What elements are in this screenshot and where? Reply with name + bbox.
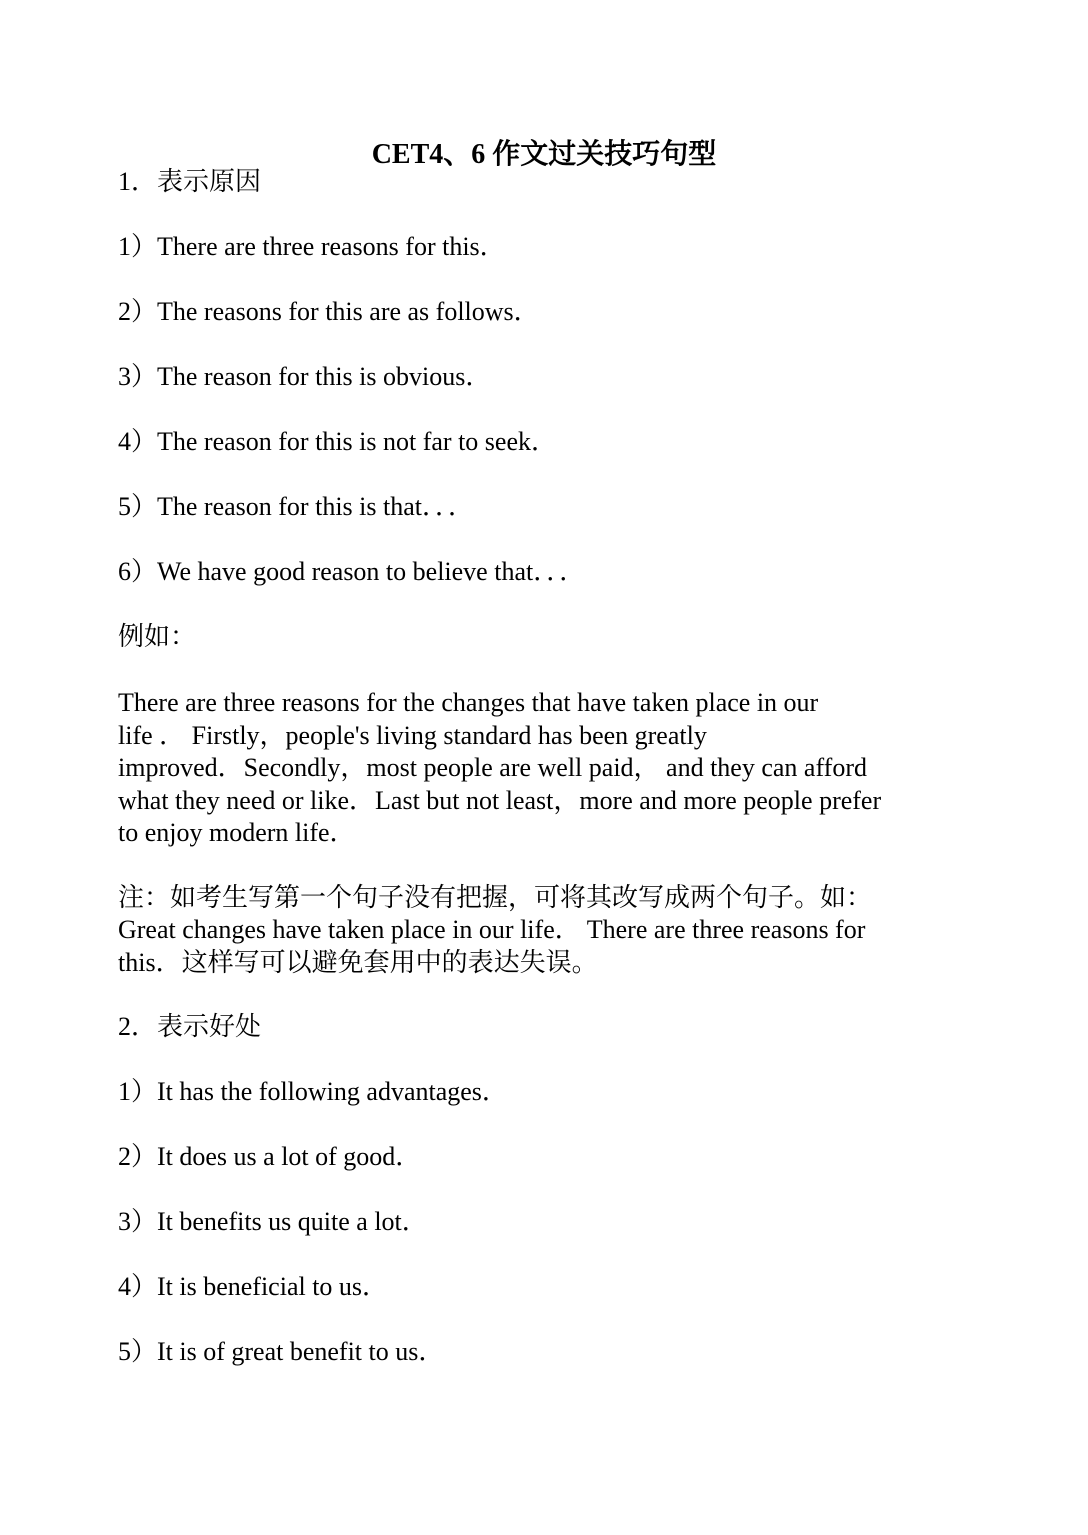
example-line: There are three reasons for the changes that have taken place in our [118, 688, 819, 717]
note-line: this．这样写可以避免套用中的表达失误。 [118, 948, 598, 977]
example-line: what they need or like．Last but not least，more and more people prefer [118, 786, 882, 815]
list-item: 5）The reason for this is that．．． [118, 492, 474, 521]
list-item: 5）It is of great benefit to us． [118, 1337, 445, 1366]
note-line: Great changes have taken place in our life． There are three reasons for [118, 915, 866, 944]
list-item: 4）It is beneficial to us． [118, 1272, 389, 1301]
list-item: 3）The reason for this is obvious． [118, 362, 492, 391]
section-heading: 2．表示好处 [118, 1012, 262, 1041]
document-title: CET4、6 作文过关技巧句型 [371, 139, 717, 170]
list-item: 6）We have good reason to believe that．．． [118, 557, 586, 586]
section-heading: 1．表示原因 [118, 167, 262, 196]
example-line: to enjoy modern life． [118, 818, 356, 847]
list-item: 4）The reason for this is not far to seek． [118, 427, 558, 456]
list-item: 2）It does us a lot of good． [118, 1142, 422, 1171]
example-label: 例如： [118, 622, 197, 651]
example-line: improved．Secondly，most people are well paid， and they can afford [118, 753, 867, 782]
list-item: 2）The reasons for this are as follows． [118, 297, 540, 326]
list-item: 1）It has the following advantages． [118, 1077, 508, 1106]
note-line: 注：如考生写第一个句子没有把握，可将其改写成两个句子。如： [118, 883, 873, 912]
list-item: 3）It benefits us quite a lot． [118, 1207, 428, 1236]
example-line: life ． Firstly，people's living standard has been greatly [118, 721, 707, 750]
list-item: 1）There are three reasons for this． [118, 232, 506, 261]
